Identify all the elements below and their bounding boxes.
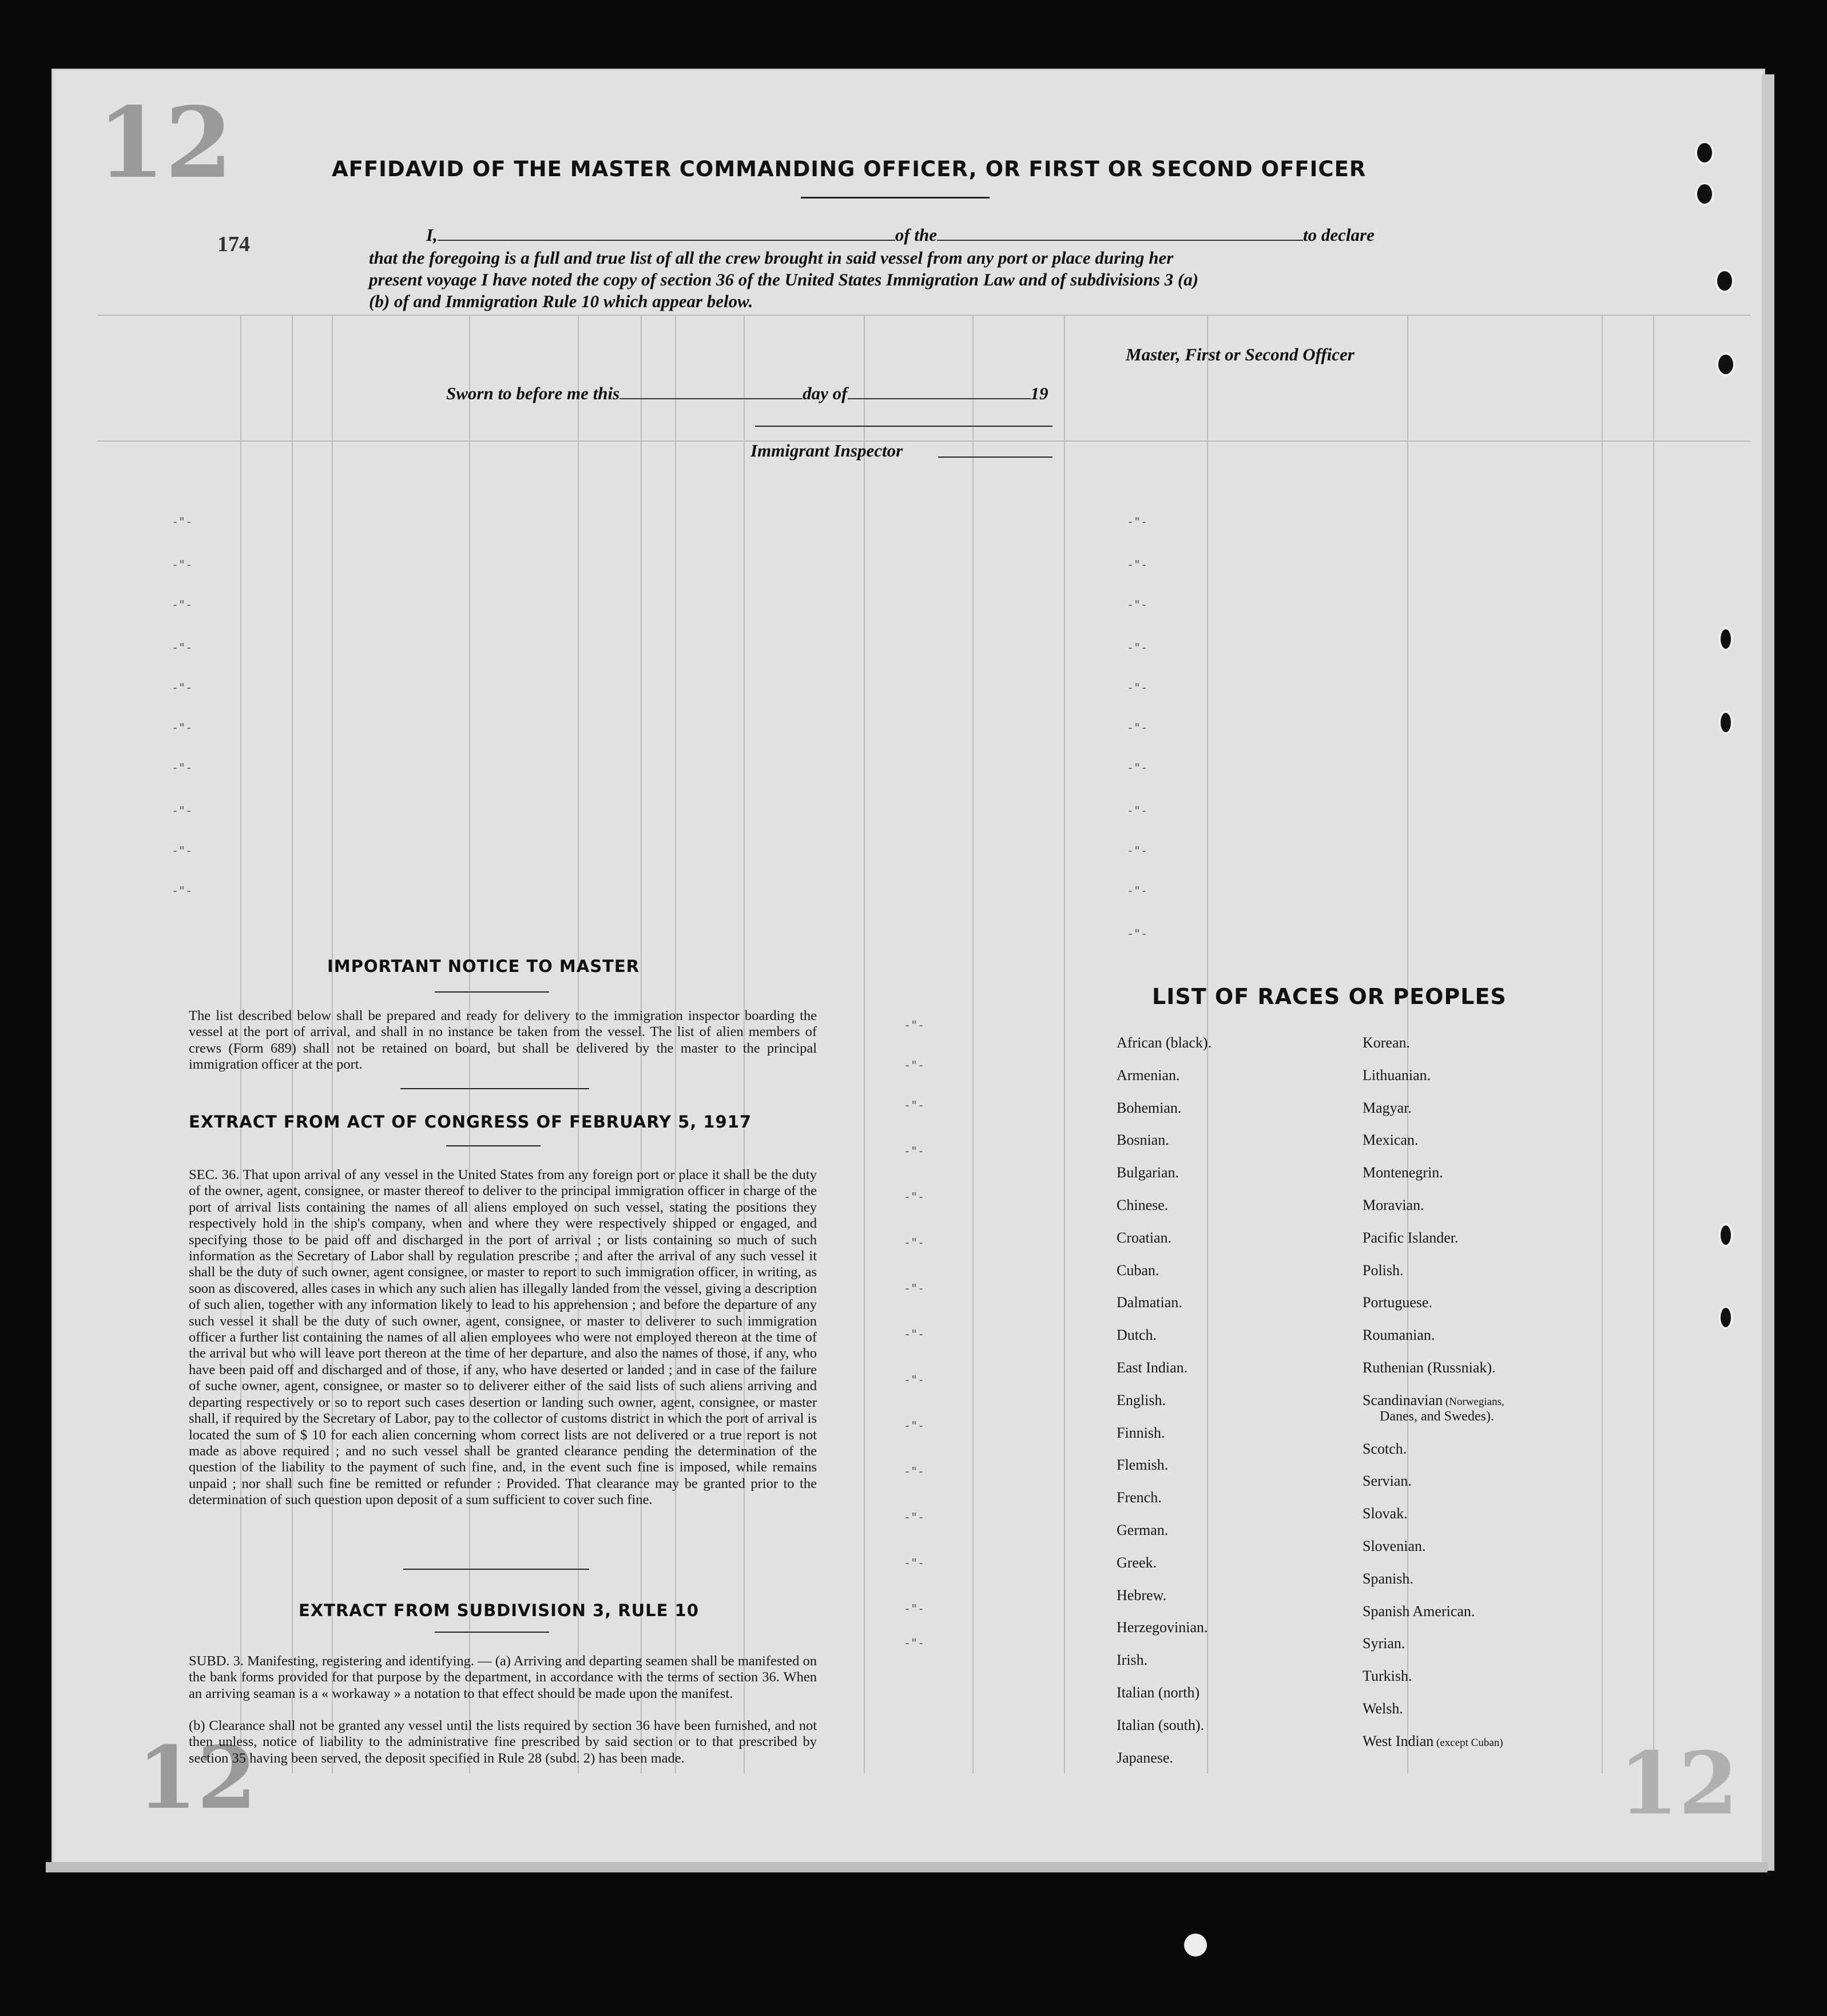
west-indian-note: (except Cuban) bbox=[1433, 1736, 1503, 1749]
race-item bbox=[1363, 1570, 1413, 1588]
extract-rule-underline bbox=[435, 1632, 549, 1633]
race-label: Dalmatian. bbox=[1117, 1294, 1182, 1311]
race-item bbox=[1363, 1392, 1504, 1409]
ditto-mark: -"- bbox=[904, 1098, 925, 1112]
affidavit-line-4: (b) of and Immigration Rule 10 which appear below. bbox=[369, 291, 753, 311]
race-label: Turkish. bbox=[1363, 1668, 1412, 1685]
race-label: Syrian. bbox=[1363, 1635, 1405, 1652]
ditto-mark: -"- bbox=[904, 1018, 925, 1032]
race-item bbox=[1117, 1100, 1181, 1117]
ditto-mark: -"- bbox=[904, 1556, 925, 1570]
race-label: Scandinavian bbox=[1363, 1391, 1443, 1408]
race-item bbox=[1117, 1749, 1173, 1767]
race-item bbox=[1117, 1684, 1200, 1701]
inspector-underline bbox=[938, 457, 1052, 458]
ditto-mark: -"- bbox=[904, 1281, 925, 1295]
race-label: Irish. bbox=[1117, 1652, 1148, 1669]
ditto-mark: -"- bbox=[904, 1236, 925, 1249]
ditto-mark: -"- bbox=[172, 721, 193, 735]
extract-rule-title: EXTRACT FROM SUBDIVISION 3, RULE 10 bbox=[299, 1601, 699, 1620]
race-item bbox=[1117, 1327, 1157, 1344]
extract-rule-para-1: SUBD. 3. Manifesting, registering and identifying. — (a) Arriving and departing seamen shall be manifested on the bank forms provided for that purpose by the department, in accordance with the terms of section 36. When an arriving seaman is a « workaway » a notation to that effect should be made upon the manifest. bbox=[189, 1653, 817, 1701]
extract-act-bottom-rule bbox=[403, 1569, 589, 1570]
race-item bbox=[1117, 1489, 1162, 1506]
affidavit-line-1 bbox=[426, 225, 1375, 245]
ghost-grid-header bbox=[97, 440, 1750, 442]
race-item bbox=[1363, 1359, 1496, 1376]
race-label: Scotch. bbox=[1363, 1440, 1407, 1457]
race-label: Greek. bbox=[1117, 1554, 1157, 1571]
title-underline bbox=[801, 197, 990, 199]
ditto-mark: -"- bbox=[1127, 641, 1148, 654]
ditto-mark: -"- bbox=[172, 844, 193, 858]
scandinavian-note: (Norwegians, bbox=[1443, 1395, 1504, 1408]
extract-act-text: SEC. 36. That upon arrival of any vessel in the United States from any foreign port or place it shall be the duty of the owner, agent, consignee, or master thereof to deliver to the principal immigration officer in charge of the port of arrival lists containing the names of all aliens employed on such vessel, stating the positions they respectively hold in the ship's company, when and where they were respectively shipped or engaged, and specifying those to be paid off and discharged in the port of arrival ; or lists containing so much of such information as the Secretary of Labor shall by regulation prescribe ; and after the arrival of any such vessel it shall be the duty of such owner, agent consignee, or master to report to such immigration officer, in writing, as soon as discovered, alles cases in which any such alien has illegally landed from the vessel, giving a description of such alien, together with any information likely to lead to his apprehension ; and before the departure of any such vessel it shall be the duty of such owner, agent, consignee, or master to deliverer to such immigration officer a further list containing the names of all alien employees who were not employed thereon at the time of the arrival but who will leave port thereon at the time of her departure, and also the names of those, if any, who have been paid off and discharged and of those, if any, who have deserted or landed ; and in case of the failure of suche owner, agent, consignee, or master so to deliverer either of the said lists of such aliens arriving and departing respectively or so to report such cases desertion or landing such owner, agent, consignee, or master shall, if required by the Secretary of Labor, pay to the collector of customs district in which the port of arrival is located the sum of $ 10 for each alien concerning whom correct lists are not delivered or a true report is not made as above required ; and no such vessel shall be granted clearance pending the determination of the question of the liability to the payment of such fine, and, in the event such fine is imposed, while remains unpaid ; nor shall such fine be remitted or refunder : Provided. That clearance may be granted prior to the determination of such question upon deposit of a sum sufficient to cover such fine. bbox=[189, 1167, 817, 1508]
year-text: 19 bbox=[1030, 383, 1048, 403]
ditto-mark: -"- bbox=[904, 1636, 925, 1650]
race-item bbox=[1117, 1294, 1182, 1311]
extract-act-title: EXTRACT FROM ACT OF CONGRESS OF FEBRUARY 5, 1917 bbox=[189, 1112, 752, 1132]
race-label: Finnish. bbox=[1117, 1424, 1165, 1441]
race-item bbox=[1117, 1262, 1159, 1279]
race-label: Italian (south). bbox=[1117, 1716, 1205, 1733]
race-label: Lithuanian. bbox=[1363, 1066, 1431, 1084]
notice-bottom-rule bbox=[400, 1088, 589, 1089]
race-item bbox=[1363, 1197, 1424, 1214]
race-item bbox=[1117, 1034, 1212, 1051]
race-item bbox=[1117, 1652, 1147, 1669]
punch-hole bbox=[1716, 352, 1735, 376]
affidavit-line-3: present voyage I have noted the copy of section 36 of the United States Immigration Law and of subdivisions 3 (a) bbox=[369, 269, 1199, 289]
race-label: Slovenian. bbox=[1363, 1538, 1426, 1554]
sworn-day-fill bbox=[619, 384, 803, 399]
race-label: Montenegrin. bbox=[1363, 1164, 1443, 1181]
affidavit-title: AFFIDAVID OF THE MASTER COMMANDING OFFICER, OR FIRST OR SECOND OFFICER bbox=[332, 157, 1367, 181]
race-label: Cuban. bbox=[1117, 1261, 1159, 1279]
race-label: West Indian bbox=[1363, 1732, 1434, 1749]
race-item bbox=[1117, 1554, 1157, 1571]
race-label: Pacific Islander. bbox=[1363, 1229, 1459, 1246]
inspector-label: Immigrant Inspector bbox=[750, 440, 903, 461]
ditto-mark: -"- bbox=[172, 761, 193, 775]
month-fill bbox=[848, 384, 1031, 399]
race-item bbox=[1363, 1440, 1407, 1458]
ditto-mark: -"- bbox=[904, 1190, 925, 1204]
ditto-mark: -"- bbox=[1127, 761, 1148, 775]
race-label: Welsh. bbox=[1363, 1700, 1403, 1717]
race-item bbox=[1363, 1229, 1459, 1247]
race-label: Bosnian. bbox=[1117, 1132, 1169, 1149]
race-label: Herzegovinian. bbox=[1117, 1619, 1208, 1636]
race-label: Moravian. bbox=[1363, 1197, 1424, 1213]
ditto-mark: -"- bbox=[172, 558, 193, 572]
page-edge-right bbox=[1762, 74, 1774, 1871]
races-title: LIST OF RACES OR PEOPLES bbox=[1152, 984, 1507, 1009]
race-item bbox=[1363, 1262, 1404, 1279]
ditto-mark: -"- bbox=[172, 884, 193, 898]
race-label: Chinese. bbox=[1117, 1197, 1169, 1213]
ditto-mark: -"- bbox=[904, 1465, 925, 1478]
officer-label: Master, First or Second Officer bbox=[1126, 344, 1355, 364]
affidavit-i: I, bbox=[426, 225, 438, 245]
race-item bbox=[1363, 1164, 1443, 1181]
extract-act-underline bbox=[446, 1145, 541, 1146]
page-number-stamp-bleed: 12 bbox=[1619, 1733, 1738, 1834]
race-item bbox=[1363, 1733, 1503, 1750]
affidavit-line-2: that the foregoing is a full and true list of all the crew brought in said vessel from any port or place during her bbox=[369, 248, 1174, 268]
ditto-mark: -"- bbox=[1127, 804, 1148, 817]
race-item bbox=[1117, 1164, 1179, 1181]
race-label: Polish. bbox=[1363, 1261, 1404, 1279]
ghost-grid-col bbox=[1653, 315, 1654, 1773]
ghost-grid-top bbox=[97, 315, 1750, 316]
race-item bbox=[1363, 1034, 1410, 1051]
race-label: Dutch. bbox=[1117, 1327, 1157, 1344]
race-item bbox=[1363, 1538, 1426, 1555]
notice-title: IMPORTANT NOTICE TO MASTER bbox=[327, 957, 640, 976]
race-label: Croatian. bbox=[1117, 1229, 1172, 1246]
ditto-mark: -"- bbox=[172, 804, 193, 817]
race-item bbox=[1117, 1132, 1169, 1149]
affidavit-to-declare: to declare bbox=[1303, 225, 1375, 245]
punch-hole bbox=[1715, 269, 1734, 293]
ditto-mark: -"- bbox=[904, 1373, 925, 1387]
race-label: German. bbox=[1117, 1522, 1169, 1538]
race-label: Italian (north) bbox=[1117, 1684, 1200, 1701]
ghost-grid-col bbox=[1064, 315, 1065, 1773]
day-of-text: day of bbox=[803, 383, 848, 403]
ditto-mark: -"- bbox=[1127, 681, 1148, 695]
race-label: Servian. bbox=[1363, 1473, 1412, 1490]
ditto-mark: -"- bbox=[1127, 844, 1148, 858]
page-number-stamp: 12 bbox=[97, 86, 233, 200]
sworn-line bbox=[446, 383, 1048, 404]
punch-hole bbox=[1718, 627, 1733, 651]
ghost-grid-col bbox=[972, 315, 974, 1773]
ditto-mark: -"- bbox=[1127, 598, 1148, 612]
ditto-mark: -"- bbox=[1127, 515, 1148, 529]
ditto-mark: -"- bbox=[904, 1144, 925, 1158]
race-label: Bulgarian. bbox=[1117, 1164, 1179, 1181]
race-item bbox=[1117, 1457, 1168, 1474]
race-label: Japanese. bbox=[1117, 1749, 1173, 1766]
race-item bbox=[1117, 1619, 1208, 1636]
page-edge-bottom bbox=[46, 1862, 1768, 1872]
sworn-text: Sworn to before me this bbox=[446, 383, 620, 403]
ditto-mark: -"- bbox=[172, 515, 193, 529]
race-item bbox=[1117, 1587, 1166, 1604]
race-label: French. bbox=[1117, 1489, 1162, 1506]
ditto-mark: -"- bbox=[904, 1602, 925, 1616]
race-label: Portuguese. bbox=[1363, 1294, 1433, 1311]
race-item bbox=[1117, 1424, 1165, 1442]
ditto-mark: -"- bbox=[172, 641, 193, 654]
ditto-mark: -"- bbox=[1127, 927, 1148, 940]
race-label: Ruthenian (Russniak). bbox=[1363, 1359, 1496, 1376]
race-label: Hebrew. bbox=[1117, 1586, 1167, 1604]
affidavit-of-the: of the bbox=[895, 225, 938, 245]
name-fill-line bbox=[438, 226, 895, 241]
punch-hole bbox=[1695, 141, 1714, 165]
ghost-grid-col bbox=[864, 315, 865, 1773]
race-item bbox=[1117, 1229, 1171, 1247]
race-item bbox=[1363, 1327, 1435, 1344]
page-number-stamp-bottom: 12 bbox=[137, 1728, 257, 1828]
race-item bbox=[1363, 1603, 1475, 1620]
race-item bbox=[1363, 1294, 1432, 1311]
inspector-sign-line bbox=[755, 426, 1052, 427]
race-label: Mexican. bbox=[1363, 1132, 1419, 1149]
handwritten-page-number: 174 bbox=[217, 232, 250, 256]
race-item bbox=[1117, 1522, 1168, 1539]
race-item bbox=[1363, 1473, 1412, 1490]
ditto-mark: -"- bbox=[1127, 884, 1148, 898]
ghost-grid-col bbox=[1602, 315, 1603, 1773]
race-item bbox=[1363, 1700, 1403, 1717]
notice-text: The list described below shall be prepared and ready for delivery to the immigration inspector boarding the vessel at the port of arrival, and shall in no instance be taken from the vessel. The list of alien members of crews (Form 689) shall not be retained on board, but shall be delivered by the master to the principal immigration officer at the port. bbox=[189, 1008, 817, 1073]
race-label: Flemish. bbox=[1117, 1457, 1169, 1474]
document-sheet bbox=[51, 69, 1765, 1868]
ditto-mark: -"- bbox=[1127, 558, 1148, 572]
race-item bbox=[1117, 1717, 1204, 1734]
race-label: Spanish American. bbox=[1363, 1602, 1475, 1620]
race-item bbox=[1363, 1505, 1408, 1522]
extract-rule-para-2: (b) Clearance shall not be granted any vessel until the lists required by section 36 have been furnished, and not then unless, notice of liability to the administrative fine prescribed by said section or to that prescribed by section 35 having been served, the deposit specified in Rule 28 (subd. 2) has been made. bbox=[189, 1718, 817, 1766]
race-label: Bohemian. bbox=[1117, 1099, 1182, 1116]
vessel-fill-line bbox=[937, 226, 1303, 241]
race-label: Slovak. bbox=[1363, 1505, 1408, 1522]
race-item bbox=[1363, 1100, 1412, 1117]
punch-hole bbox=[1718, 711, 1733, 735]
race-item bbox=[1117, 1067, 1179, 1084]
race-label: Armenian. bbox=[1117, 1066, 1180, 1084]
race-label: Roumanian. bbox=[1363, 1327, 1435, 1344]
race-label: English. bbox=[1117, 1391, 1166, 1408]
notice-underline bbox=[435, 991, 549, 993]
punch-hole bbox=[1695, 182, 1714, 206]
ditto-mark: -"- bbox=[172, 598, 193, 612]
race-label: Korean. bbox=[1363, 1034, 1411, 1051]
race-item bbox=[1363, 1668, 1412, 1685]
punch-hole bbox=[1718, 1223, 1733, 1247]
race-item bbox=[1363, 1132, 1418, 1149]
race-label: Spanish. bbox=[1363, 1570, 1413, 1587]
race-item bbox=[1117, 1359, 1187, 1376]
ditto-mark: -"- bbox=[904, 1419, 925, 1432]
ditto-mark: -"- bbox=[1127, 721, 1148, 735]
race-item bbox=[1363, 1067, 1431, 1084]
ditto-mark: -"- bbox=[904, 1058, 925, 1072]
race-item bbox=[1117, 1392, 1166, 1409]
race-label: East Indian. bbox=[1117, 1359, 1188, 1376]
light-spot bbox=[1184, 1934, 1207, 1957]
ditto-mark: -"- bbox=[904, 1327, 925, 1341]
ditto-mark: -"- bbox=[172, 681, 193, 695]
race-item bbox=[1363, 1635, 1405, 1652]
race-item bbox=[1117, 1197, 1168, 1214]
race-label: Magyar. bbox=[1363, 1099, 1412, 1116]
ditto-mark: -"- bbox=[904, 1510, 925, 1524]
scandinavian-note-2: Danes, and Swedes). bbox=[1380, 1408, 1494, 1424]
punch-hole bbox=[1718, 1305, 1733, 1330]
race-label: African (black). bbox=[1117, 1034, 1212, 1051]
